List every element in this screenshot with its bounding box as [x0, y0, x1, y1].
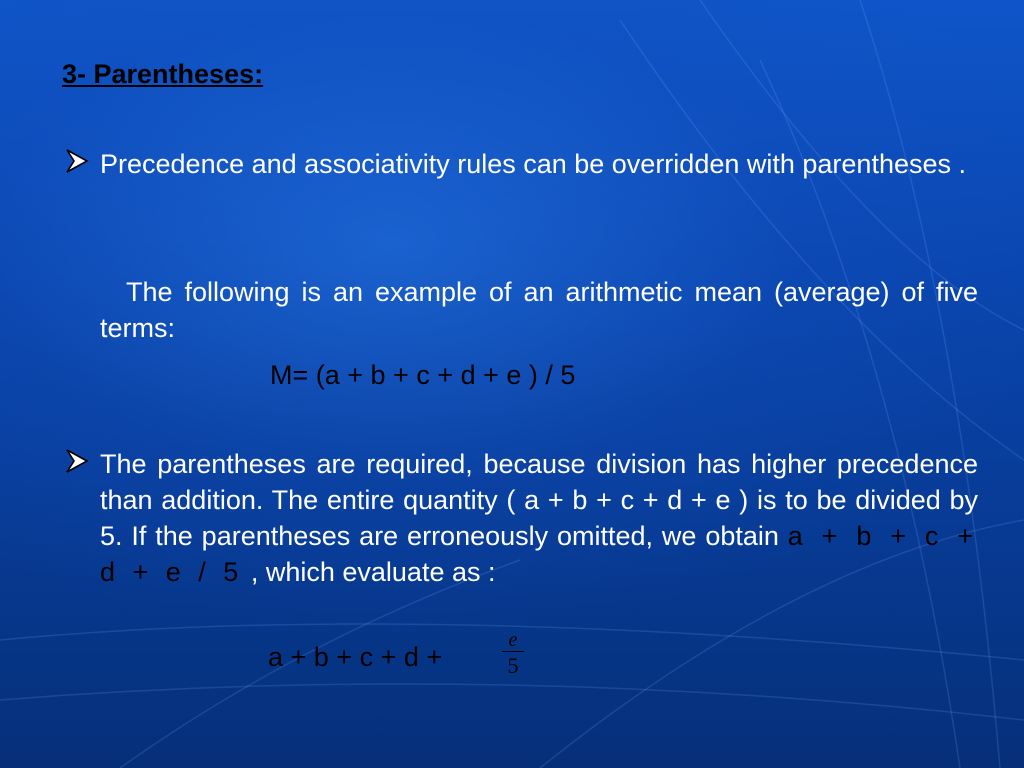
fraction-bar [502, 651, 524, 652]
example-text: The following is an example of an arithmetic mean (average) of five terms: [100, 277, 978, 343]
bullet-text-precedence: Precedence and associativity rules can be overridden with parentheses . [100, 149, 966, 179]
bullet-text-parentheses [100, 446, 978, 590]
fraction-numerator: e [508, 629, 518, 651]
arrow-bullet-icon [64, 448, 90, 474]
result-expression: a + b + c + d + [268, 642, 443, 672]
example-paragraph [100, 274, 978, 346]
bullet2-text-before: The parentheses are required, because division has higher precedence than addition. The entire quantity ( a + b + c + d + e ) is to be divided by 5. If the parentheses are erroneously omitted, we obtain [100, 449, 978, 551]
slide-title: 3- Parentheses: [62, 59, 264, 89]
inline-expression: a + b + c + d + e / 5 [100, 521, 978, 587]
bullet2-text-after: , which evaluate as : [250, 557, 496, 587]
fraction-denominator: 5 [507, 653, 519, 678]
result-fraction [500, 630, 526, 678]
mean-formula: M= (a + b + c + d + e ) / 5 [270, 360, 576, 390]
arrow-bullet-icon [64, 148, 90, 174]
